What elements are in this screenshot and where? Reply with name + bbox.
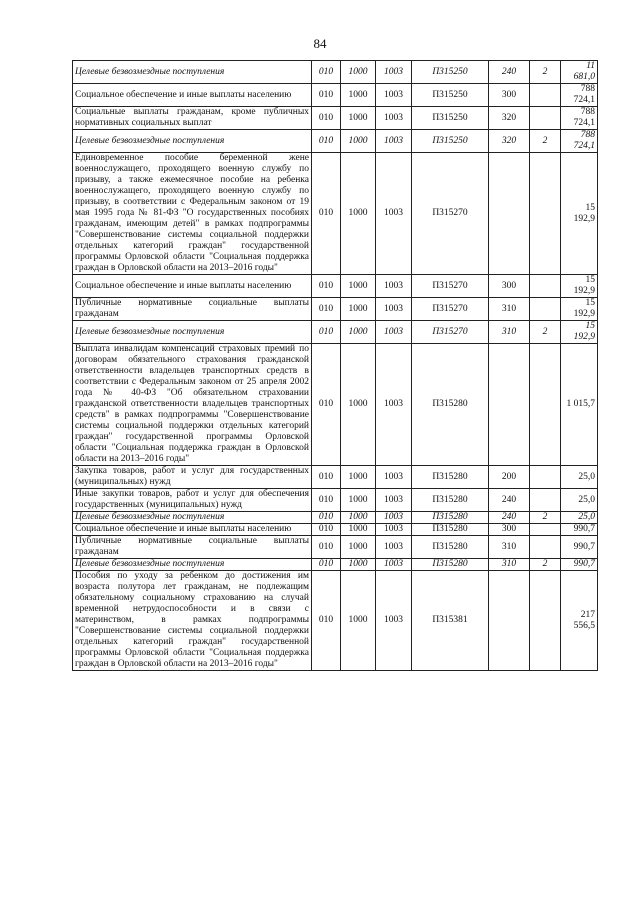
row-ministry-code-cell: 010 <box>312 536 341 559</box>
row-section-cell: 1000 <box>341 489 376 512</box>
row-target-article-cell: П315250 <box>412 107 489 130</box>
row-source-code-cell <box>530 344 561 466</box>
row-expense-type-cell: 300 <box>489 524 530 536</box>
row-amount-cell: 788 724,1 <box>561 130 598 153</box>
row-amount-cell: 990,7 <box>561 559 598 571</box>
row-expense-type-cell <box>489 153 530 275</box>
row-ministry-code-cell: 010 <box>312 512 341 524</box>
row-ministry-code-cell: 010 <box>312 571 341 671</box>
row-source-code-cell <box>530 275 561 298</box>
row-name-cell: Целевые безвозмездные поступления <box>73 321 312 344</box>
row-subsection-cell: 1003 <box>376 61 412 84</box>
row-source-code-cell <box>530 84 561 107</box>
row-expense-type-cell: 320 <box>489 130 530 153</box>
row-amount-cell: 990,7 <box>561 536 598 559</box>
budget-table-body <box>73 61 598 671</box>
row-ministry-code-cell: 010 <box>312 321 341 344</box>
row-expense-type-cell: 240 <box>489 61 530 84</box>
row-target-article-cell: П315280 <box>412 512 489 524</box>
row-name-cell: Социальное обеспечение и иные выплаты населению <box>73 84 312 107</box>
row-subsection-cell: 1003 <box>376 344 412 466</box>
row-ministry-code-cell: 010 <box>312 344 341 466</box>
row-amount-cell: 217 556,5 <box>561 571 598 671</box>
row-expense-type-cell: 310 <box>489 536 530 559</box>
row-section-cell: 1000 <box>341 536 376 559</box>
row-amount-cell: 11 681,0 <box>561 61 598 84</box>
row-expense-type-cell <box>489 344 530 466</box>
row-name-cell: Целевые безвозмездные поступления <box>73 559 312 571</box>
row-source-code-cell <box>530 153 561 275</box>
page-number: 84 <box>313 36 327 51</box>
row-amount-cell: 25,0 <box>561 489 598 512</box>
row-section-cell: 1000 <box>341 107 376 130</box>
row-subsection-cell: 1003 <box>376 489 412 512</box>
row-section-cell: 1000 <box>341 344 376 466</box>
row-expense-type-cell: 310 <box>489 559 530 571</box>
row-name-cell: Социальное обеспечение и иные выплаты населению <box>73 524 312 536</box>
row-target-article-cell: П315270 <box>412 275 489 298</box>
row-name-cell: Целевые безвозмездные поступления <box>73 130 312 153</box>
row-target-article-cell: П315250 <box>412 130 489 153</box>
row-target-article-cell: П315280 <box>412 344 489 466</box>
row-amount-cell: 15 192,9 <box>561 321 598 344</box>
row-target-article-cell: П315250 <box>412 61 489 84</box>
row-ministry-code-cell: 010 <box>312 275 341 298</box>
row-section-cell: 1000 <box>341 84 376 107</box>
row-expense-type-cell: 200 <box>489 466 530 489</box>
row-subsection-cell: 1003 <box>376 275 412 298</box>
row-source-code-cell: 2 <box>530 130 561 153</box>
row-amount-cell: 25,0 <box>561 512 598 524</box>
row-name-cell: Выплата инвалидам компенсаций страховых премий по договорам обязательного страхования гражданской ответственности владельцев транспортных средств в соответствии с Федеральным законом от 25 апреля 2002 года № 40-ФЗ "Об обязательном страховании гражданской ответственности владельцев транспортных средств" в рамках подпрограммы "Совершенствование системы социальной поддержки отдельных категорий граждан" государственной программы Орловской области "Социальная поддержка граждан в Орловской области на 2013–2016 годы" <box>73 344 312 466</box>
row-source-code-cell <box>530 489 561 512</box>
table-row <box>73 512 598 524</box>
row-expense-type-cell <box>489 571 530 671</box>
row-target-article-cell: П315280 <box>412 524 489 536</box>
row-target-article-cell: П315280 <box>412 536 489 559</box>
row-ministry-code-cell: 010 <box>312 298 341 321</box>
row-ministry-code-cell: 010 <box>312 84 341 107</box>
table-row <box>73 275 598 298</box>
row-target-article-cell: П315280 <box>412 489 489 512</box>
row-target-article-cell: П315280 <box>412 559 489 571</box>
budget-table <box>72 60 598 671</box>
row-source-code-cell <box>530 571 561 671</box>
table-row <box>73 466 598 489</box>
row-amount-cell: 15 192,9 <box>561 275 598 298</box>
row-subsection-cell: 1003 <box>376 536 412 559</box>
row-name-cell: Единовременное пособие беременной жене военнослужащего, проходящего военную службу по призыву, а также ежемесячное пособие на ребенка военнослужащего, проходящего военную службу по призыву, в соответствии с Федеральным законом от 19 мая 1995 года № 81-ФЗ "О государственных пособиях гражданам, имеющим детей" в рамках подпрограммы "Совершенствование системы социальной поддержки отдельных категорий граждан" государственной программы Орловской области "Социальная поддержка граждан в Орловской области на 2013–2016 годы" <box>73 153 312 275</box>
row-section-cell: 1000 <box>341 61 376 84</box>
row-amount-cell: 15 192,9 <box>561 153 598 275</box>
row-section-cell: 1000 <box>341 153 376 275</box>
table-row <box>73 153 598 275</box>
row-target-article-cell: П315270 <box>412 298 489 321</box>
table-row <box>73 559 598 571</box>
row-source-code-cell <box>530 298 561 321</box>
row-ministry-code-cell: 010 <box>312 489 341 512</box>
table-row <box>73 489 598 512</box>
table-row <box>73 536 598 559</box>
row-ministry-code-cell: 010 <box>312 559 341 571</box>
row-name-cell: Целевые безвозмездные поступления <box>73 512 312 524</box>
row-name-cell: Иные закупки товаров, работ и услуг для обеспечения государственных (муниципальных) нужд <box>73 489 312 512</box>
row-amount-cell: 25,0 <box>561 466 598 489</box>
row-section-cell: 1000 <box>341 512 376 524</box>
row-expense-type-cell: 240 <box>489 512 530 524</box>
table-row <box>73 571 598 671</box>
row-subsection-cell: 1003 <box>376 571 412 671</box>
row-subsection-cell: 1003 <box>376 512 412 524</box>
row-amount-cell: 15 192,9 <box>561 298 598 321</box>
row-expense-type-cell: 300 <box>489 84 530 107</box>
row-name-cell: Социальное обеспечение и иные выплаты населению <box>73 275 312 298</box>
row-section-cell: 1000 <box>341 559 376 571</box>
table-row <box>73 61 598 84</box>
row-name-cell: Социальные выплаты гражданам, кроме публичных нормативных социальных выплат <box>73 107 312 130</box>
row-section-cell: 1000 <box>341 524 376 536</box>
row-ministry-code-cell: 010 <box>312 153 341 275</box>
row-ministry-code-cell: 010 <box>312 130 341 153</box>
row-source-code-cell <box>530 466 561 489</box>
row-section-cell: 1000 <box>341 466 376 489</box>
row-name-cell: Целевые безвозмездные поступления <box>73 61 312 84</box>
row-ministry-code-cell: 010 <box>312 61 341 84</box>
table-row <box>73 321 598 344</box>
row-expense-type-cell: 310 <box>489 298 530 321</box>
row-section-cell: 1000 <box>341 571 376 671</box>
table-row <box>73 84 598 107</box>
row-subsection-cell: 1003 <box>376 298 412 321</box>
table-row <box>73 130 598 153</box>
row-subsection-cell: 1003 <box>376 130 412 153</box>
row-amount-cell: 1 015,7 <box>561 344 598 466</box>
table-row <box>73 298 598 321</box>
row-expense-type-cell: 310 <box>489 321 530 344</box>
row-target-article-cell: П315270 <box>412 321 489 344</box>
row-subsection-cell: 1003 <box>376 524 412 536</box>
row-expense-type-cell: 320 <box>489 107 530 130</box>
table-row <box>73 524 598 536</box>
row-source-code-cell: 2 <box>530 61 561 84</box>
row-name-cell: Закупка товаров, работ и услуг для государственных (муниципальных) нужд <box>73 466 312 489</box>
row-source-code-cell <box>530 107 561 130</box>
row-target-article-cell: П315381 <box>412 571 489 671</box>
table-row <box>73 344 598 466</box>
row-source-code-cell: 2 <box>530 321 561 344</box>
row-source-code-cell <box>530 524 561 536</box>
row-expense-type-cell: 300 <box>489 275 530 298</box>
row-section-cell: 1000 <box>341 298 376 321</box>
row-amount-cell: 788 724,1 <box>561 107 598 130</box>
row-subsection-cell: 1003 <box>376 321 412 344</box>
row-subsection-cell: 1003 <box>376 153 412 275</box>
row-source-code-cell: 2 <box>530 559 561 571</box>
row-subsection-cell: 1003 <box>376 84 412 107</box>
row-section-cell: 1000 <box>341 130 376 153</box>
row-source-code-cell: 2 <box>530 512 561 524</box>
row-section-cell: 1000 <box>341 275 376 298</box>
row-name-cell: Публичные нормативные социальные выплаты гражданам <box>73 298 312 321</box>
row-subsection-cell: 1003 <box>376 107 412 130</box>
row-amount-cell: 788 724,1 <box>561 84 598 107</box>
row-ministry-code-cell: 010 <box>312 107 341 130</box>
row-subsection-cell: 1003 <box>376 466 412 489</box>
row-subsection-cell: 1003 <box>376 559 412 571</box>
row-ministry-code-cell: 010 <box>312 524 341 536</box>
table-row <box>73 107 598 130</box>
row-name-cell: Публичные нормативные социальные выплаты гражданам <box>73 536 312 559</box>
row-target-article-cell: П315270 <box>412 153 489 275</box>
row-target-article-cell: П315250 <box>412 84 489 107</box>
row-name-cell: Пособия по уходу за ребенком до достижения им возраста полутора лет гражданам, не подлежащим обязательному социальному страхованию на случай временной нетрудоспособности и в связи с материнством, в рамках подпрограммы "Совершенствование системы социальной поддержки отдельных категорий граждан" государственной программы Орловской области "Социальная поддержка граждан в Орловской области на 2013–2016 годы" <box>73 571 312 671</box>
row-section-cell: 1000 <box>341 321 376 344</box>
row-expense-type-cell: 240 <box>489 489 530 512</box>
row-amount-cell: 990,7 <box>561 524 598 536</box>
row-source-code-cell <box>530 536 561 559</box>
row-ministry-code-cell: 010 <box>312 466 341 489</box>
row-target-article-cell: П315280 <box>412 466 489 489</box>
